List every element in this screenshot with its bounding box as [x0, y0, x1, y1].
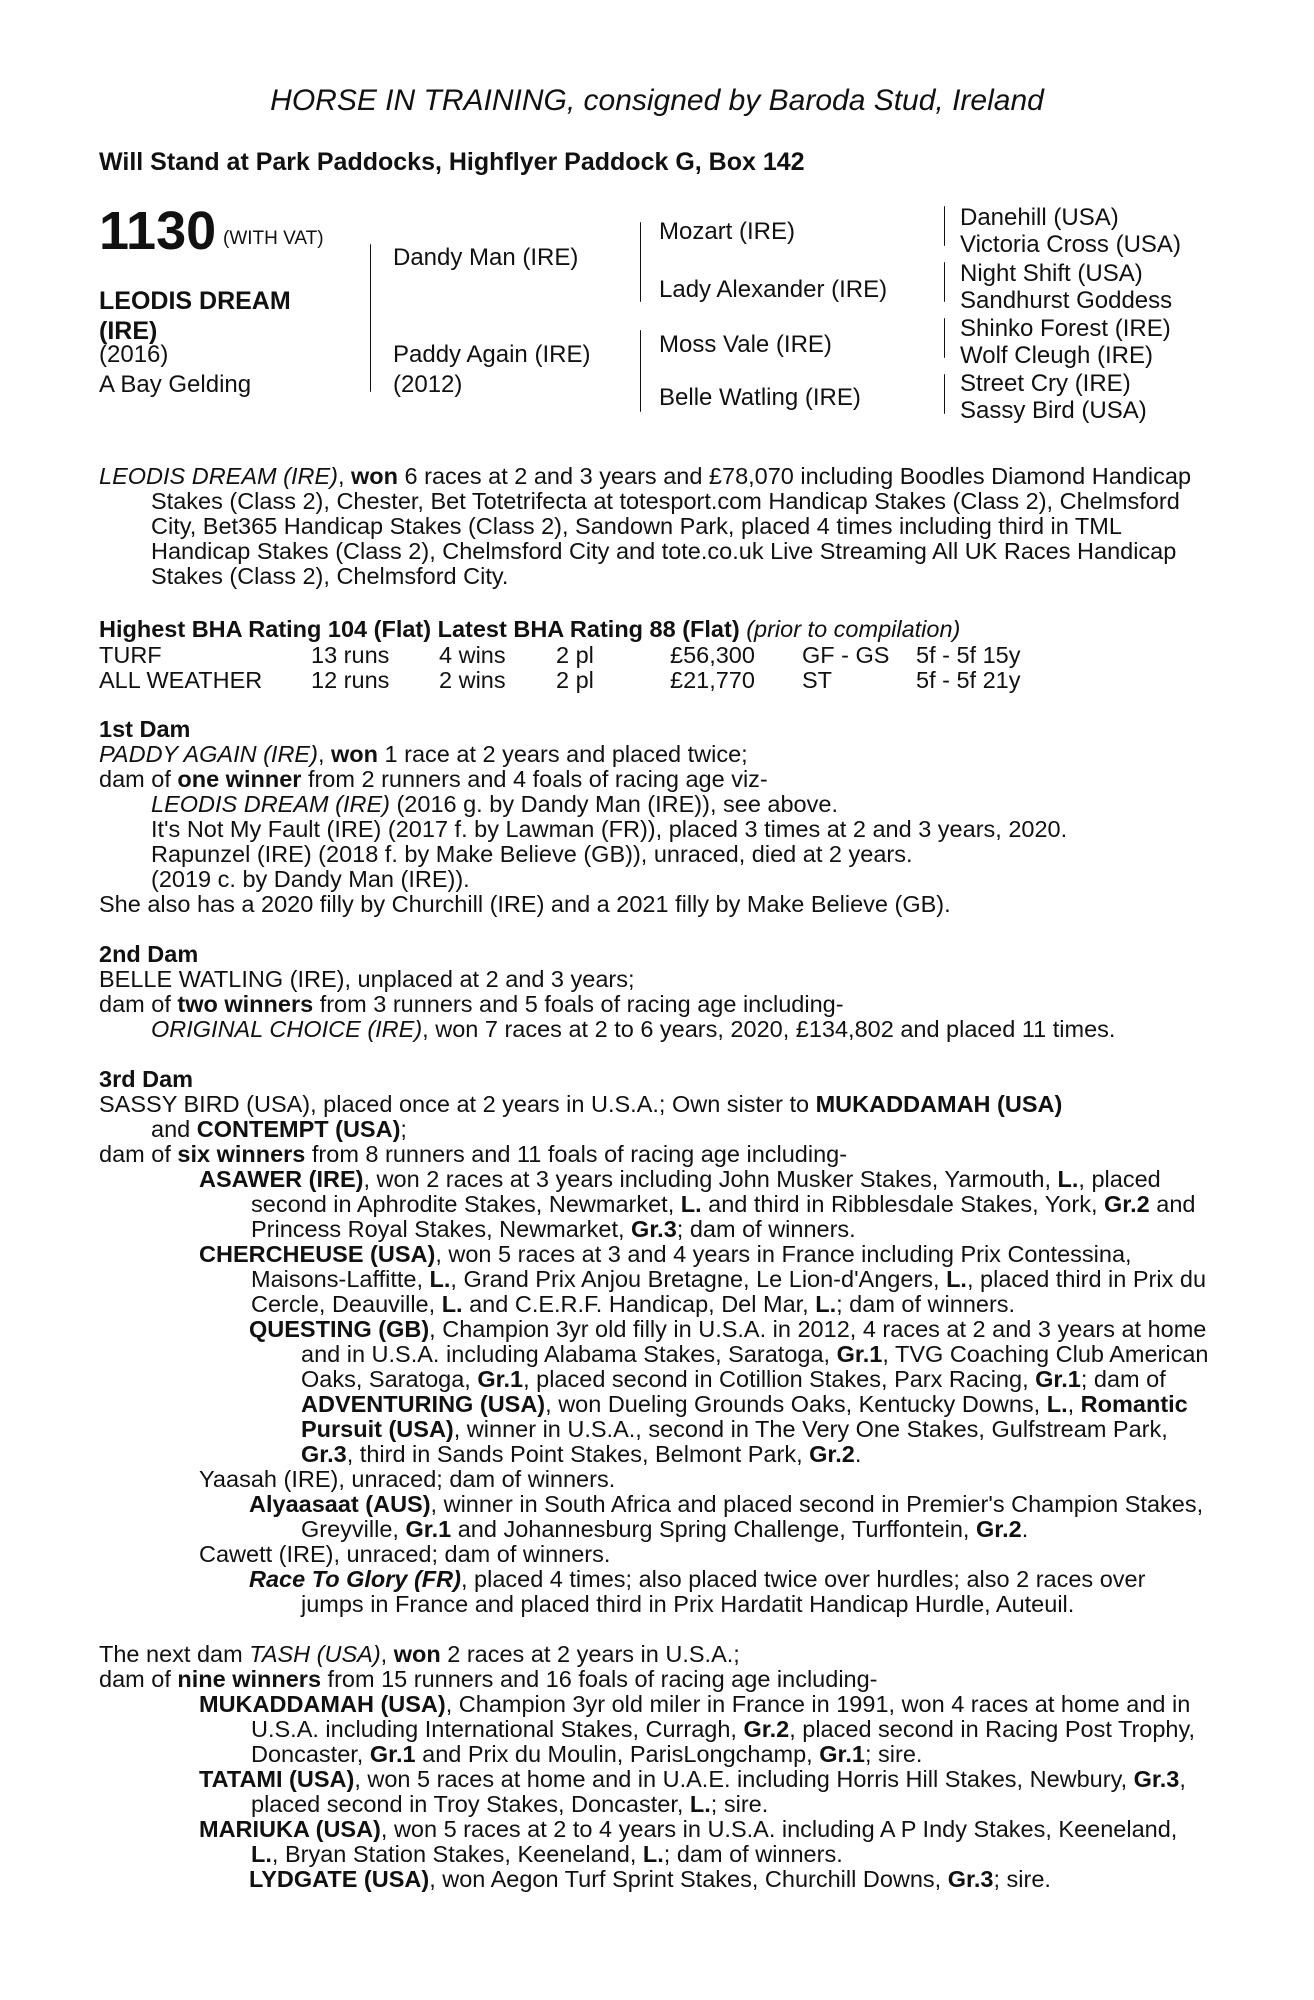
pedigree-sire: Dandy Man (IRE): [393, 244, 579, 271]
ratings-cell: 13 runs: [311, 642, 390, 668]
offspring-name: MUKADDAMAH (USA): [199, 1691, 446, 1717]
horse-name-line2: (IRE): [99, 317, 158, 345]
text: , Champion 3yr old miler in France in 1991, won 4 races at home and in U.S.A. including International Stakes, Curragh,: [251, 1691, 1191, 1742]
offspring-name: ADVENTURING (USA): [301, 1391, 546, 1417]
text: from 15 runners and 16 foals of racing age including-: [321, 1666, 878, 1692]
next-dam-name: TASH (USA): [249, 1641, 381, 1667]
grade: L.: [441, 1291, 463, 1317]
text: , placed second in Aphrodite Stakes, Newmarket,: [251, 1166, 1161, 1217]
text: and Princess Royal Stakes, Newmarket,: [251, 1191, 1196, 1242]
grade: L.: [1057, 1166, 1079, 1192]
grade: Gr.1: [836, 1341, 883, 1367]
pedigree-sire-dam: Lady Alexander (IRE): [659, 276, 888, 303]
text: dam of: [99, 766, 178, 792]
ratings-cell: 2 pl: [556, 642, 594, 668]
text: .: [1021, 1516, 1029, 1542]
grade: Gr.3: [1133, 1766, 1180, 1792]
dam-sections: 1st Dam PADDY AGAIN (IRE), won 1 race at 2 years and placed twice; dam of one winner from 2 runners and 4 foals of racing age viz- LEODIS DREAM (IRE) (2016 g. by Dandy Man (IRE)), see above. It's Not My Fault (IRE) (2017 f. by Lawman (FR)), placed 3 times at 2 and 3 years, 2020. Rapunzel (IRE) (2018 f. by Make Believe (GB)), unraced, died at 2 years. (2019 c. by Dandy Man (IRE)). She also has a 2020 filly by Churchill (IRE) and a 2021 filly by Make Believe (GB). 2nd Dam BELLE WATLING (IRE), unplaced at 2 and 3 years; dam of two winners from 3 runners and 5 foals of racing age including- ORIGINAL CHOICE (IRE), won 7 races at 2 to 6 years, 2020, £134,802 and placed 11 times. 3rd Dam SASSY BIRD (USA), placed once at 2 years in U.S.A.; Own sister to MUKADDAMAH (USA) and CONTEMPT (USA); dam of six winners from 8 runners and 11 foals of racing age including- ASAWER (IRE), won 2 races at 3 years including John Musker Stakes, Yarmouth, L., placed second in Aphrodite Stakes, Newmarket, L. and third in Ribblesdale Stakes, York, Gr.2 and Princess Royal Stakes, Newmarket, Gr.3; dam of winners. CHERCHEUSE (USA), won 5 races at 3 and 4 years in France including Prix Contessina, Maisons-Laffitte, L., Grand Prix Anjou Bretagne, Le Lion-d'Angers, L., placed third in Prix du Cercle, Deauville, L. and C.E.R.F. Handicap, Del Mar, L.; dam of winners. QUESTING (GB), Champion 3yr old filly in U.S.A. in 2012, 4 races at 2 and 3 years at home and in U.S.A. including Alabama Stakes, Saratoga, Gr.1, TVG Coaching Club American Oaks, Saratoga, Gr.1, placed second in Cotillion Stakes, Parx Racing, Gr.1; dam of ADVENTURING (USA), won Dueling Grounds Oaks, Kentucky Downs, L., Romantic Pursuit (USA), winner in U.S.A., second in The Very One Stakes, Gulfstream Park, Gr.3, third in Sands Point Stakes, Belmont Park, Gr.2. Yaasah (IRE), unraced; dam of winners. Alyaasaat (AUS), winner in South Africa and placed second in Premier's Champion Stakes, Greyville, Gr.1 and Johannesburg Spring Challenge, Turffontein, Gr.2. Cawett (IRE), unraced; dam of winners. Race To Glory (FR), placed 4 times; also placed twice over hurdles; also 2 races over jumps in France and placed third in Prix Hardatit Handicap Hurdle, Auteuil. The next dam TASH (USA), won 2 races at 2 years in U.S.A.; dam of nine winners from 15 runners and 16 foals of racing age including- MUKADDAMAH (USA), Champion 3yr old miler in France in 1991, won 4 races at home and in U.S.A. including International Stakes, Curragh, Gr.2, placed second in Racing Post Trophy, Doncaster, Gr.1 and Prix du Moulin, ParisLongchamp, Gr.1; sire. TATAMI (USA), won 5 races at home and in U.A.E. including Horris Hill Stakes, Newbury, Gr.3, placed second in Troy Stakes, Doncaster, L.; sire. MARIUKA (USA), won 5 races at 2 to 4 years in U.S.A. including A P Indy Stakes, Keeneland, L., Bryan Station Stakes, Keeneland, L.; dam of winners. LYDGATE (USA), won Aegon Turf Sprint Stakes, Churchill Downs, Gr.3; sire.: [99, 716, 1209, 1892]
next-dam-winners: nine winners: [177, 1666, 322, 1692]
text: .: [854, 1441, 862, 1467]
ratings-cell: 5f - 5f 21y: [916, 667, 1021, 693]
ratings-heading: Highest BHA Rating 104 (Flat) Latest BHA Rating 88 (Flat): [99, 616, 740, 642]
horse-name-line1: LEODIS DREAM: [99, 287, 291, 315]
pedigree-g6: Wolf Cleugh (IRE): [960, 342, 1153, 369]
offspring-line: Rapunzel (IRE) (2018 f. by Make Believe (GB)), unraced, died at 2 years.: [151, 841, 913, 867]
text: , won 2 races at 3 years including John Musker Stakes, Yarmouth,: [363, 1166, 1058, 1192]
first-dam-name: PADDY AGAIN (IRE): [99, 741, 318, 767]
text: dam of: [99, 991, 178, 1017]
text: ; dam of winners.: [676, 1216, 856, 1242]
first-dam-winners: one winner: [177, 766, 302, 792]
offspring-name: TATAMI (USA): [199, 1766, 355, 1792]
vat-note: (WITH VAT): [223, 228, 324, 249]
horse-description: A Bay Gelding: [99, 371, 252, 398]
brace: [944, 206, 945, 246]
text: ;: [400, 1116, 407, 1142]
grade: Gr.2: [975, 1516, 1022, 1542]
text: , third in Sands Point Stakes, Belmont Park,: [346, 1441, 810, 1467]
text: ; sire.: [993, 1866, 1051, 1892]
ratings-cell: TURF: [99, 642, 162, 668]
text: (2016 g. by Dandy Man (IRE)), see above.: [389, 791, 838, 817]
brace: [944, 318, 945, 358]
offspring-name: LYDGATE (USA): [249, 1866, 430, 1892]
ratings-cell: 2 pl: [556, 667, 594, 693]
text: and Prix du Moulin, ParisLongchamp,: [415, 1741, 820, 1767]
race-summary: LEODIS DREAM (IRE), won 6 races at 2 and 3 years and £78,070 including Boodles Diamond Handicap Stakes (Class 2), Chester, Bet Totetrifecta at totesport.com Handicap Stakes (Class 2), Chelmsford City, Bet365 Handicap Stakes (Class 2), Sandown Park, placed 4 times including third in TML Handicap Stakes (Class 2), Chelmsford City and tote.co.uk Live Streaming All UK Races Handicap Stakes (Class 2), Chelmsford City.: [99, 463, 1192, 589]
pedigree-dam: Paddy Again (IRE): [393, 341, 591, 368]
lot-number: 1130: [99, 201, 217, 261]
ratings-note: (prior to compilation): [746, 616, 961, 642]
text: , placed second in Cotillion Stakes, Parx Racing,: [523, 1366, 1036, 1392]
ratings-cell: ALL WEATHER: [99, 667, 263, 693]
ratings-cell: ST: [802, 667, 833, 693]
grade: Gr.3: [947, 1866, 994, 1892]
ratings-heading-row: [99, 617, 1209, 642]
page-title: HORSE IN TRAINING, consigned by Baroda Stud, Ireland: [270, 84, 1044, 117]
sibling-name: CONTEMPT (USA): [196, 1116, 401, 1142]
text: 2 races at 2 years in U.S.A.;: [440, 1641, 740, 1667]
offspring-name: LEODIS DREAM (IRE): [151, 791, 390, 817]
text: ; dam of winners.: [663, 1841, 843, 1867]
offspring-name: CHERCHEUSE (USA): [199, 1241, 436, 1267]
ratings-cell: 5f - 5f 15y: [916, 642, 1021, 668]
summary-won: won: [351, 463, 399, 489]
grade: L.: [1046, 1391, 1068, 1417]
grade: L.: [689, 1791, 711, 1817]
ratings-cell: 4 wins: [439, 642, 506, 668]
grade: Gr.1: [819, 1741, 865, 1767]
text: ; sire.: [864, 1741, 923, 1767]
text: from 8 runners and 11 foals of racing age including-: [305, 1141, 848, 1167]
offspring-name: ORIGINAL CHOICE (IRE): [151, 1016, 423, 1042]
second-dam-winners: two winners: [177, 991, 314, 1017]
next-dam-won: won: [393, 1641, 441, 1667]
text: The next dam: [99, 1641, 250, 1667]
text: and Johannesburg Spring Challenge, Turffontein,: [451, 1516, 976, 1542]
grade: Gr.1: [369, 1741, 416, 1767]
ratings-cell: 12 runs: [311, 667, 390, 693]
text: and: [151, 1116, 197, 1142]
text: dam of: [99, 1141, 178, 1167]
text: , placed second in Troy Stakes, Doncaster,: [251, 1766, 1186, 1817]
grade: L.: [946, 1266, 967, 1292]
ratings-cell: £56,300: [670, 642, 755, 668]
text: from 3 runners and 5 foals of racing age including-: [313, 991, 844, 1017]
text: , Bryan Station Stakes, Keeneland,: [271, 1841, 643, 1867]
stand-location: Will Stand at Park Paddocks, Highflyer Paddock G, Box 142: [99, 148, 805, 176]
pedigree-g1: Danehill (USA): [960, 204, 1119, 231]
offspring-entry-race-to-glory: [99, 1567, 1209, 1617]
grade: L.: [642, 1841, 664, 1867]
pedigree-g7: Street Cry (IRE): [960, 370, 1131, 397]
brace: [640, 330, 641, 412]
text: , winner in U.S.A., second in The Very One Stakes, Gulfstream Park,: [453, 1416, 1168, 1442]
text: dam of: [99, 1666, 178, 1692]
offspring-name: Race To Glory (FR): [249, 1566, 461, 1592]
text: , Champion 3yr old filly in U.S.A. in 2012, 4 races at 2 and 3 years at home and in U.S.A. including Alabama Stakes, Saratoga,: [301, 1316, 1207, 1367]
grade: Gr.1: [477, 1366, 524, 1392]
pedigree-g2: Victoria Cross (USA): [960, 231, 1181, 258]
text: , won 7 races at 2 to 6 years, 2020, £134,802 and placed 11 times.: [422, 1016, 1116, 1042]
text: from 2 runners and 4 foals of racing age viz-: [301, 766, 768, 792]
text: and C.E.R.F. Handicap, Del Mar,: [462, 1291, 816, 1317]
pedigree-g4: Sandhurst Goddess: [960, 287, 1173, 314]
offspring-entry-asawer: [99, 1167, 1209, 1242]
text: , placed 4 times; also placed twice over hurdles; also 2 races over jumps in France and placed third in Prix Hardatit Handicap Hurdle, Auteuil.: [301, 1566, 1146, 1617]
text: , placed third in Prix du Cercle, Deauville,: [251, 1266, 1207, 1317]
offspring-entry-chercheuse: [99, 1242, 1209, 1317]
offspring-line: Cawett (IRE), unraced; dam of winners.: [199, 1541, 611, 1567]
text: , placed second in Racing Post Trophy, Doncaster,: [251, 1716, 1196, 1767]
pedigree-g8: Sassy Bird (USA): [960, 397, 1147, 424]
first-dam-record: 1 race at 2 years and placed twice;: [378, 741, 748, 767]
offspring-line: (2019 c. by Dandy Man (IRE)).: [151, 866, 470, 892]
brace: [944, 374, 945, 414]
offspring-name: ASAWER (IRE): [199, 1166, 364, 1192]
offspring-line: Yaasah (IRE), unraced; dam of winners.: [199, 1466, 616, 1492]
offspring-entry-lydgate: [99, 1867, 1209, 1892]
horse-year: (2016): [99, 341, 169, 368]
grade: Gr.3: [631, 1216, 677, 1242]
grade: Gr.2: [743, 1716, 790, 1742]
horse-name: [99, 286, 291, 346]
pedigree-sire-sire: Mozart (IRE): [659, 218, 796, 245]
first-dam-heading: 1st Dam: [99, 716, 191, 742]
text: ; dam of winners.: [836, 1291, 1016, 1317]
offspring-entry-alyaasaat: [99, 1492, 1209, 1542]
grade: L.: [680, 1191, 702, 1217]
text: , won 5 races at 2 to 4 years in U.S.A. including A P Indy Stakes, Keeneland,: [380, 1816, 1178, 1842]
text: , Grand Prix Anjou Bretagne, Le Lion-d'Angers,: [450, 1266, 947, 1292]
pedigree-g5: Shinko Forest (IRE): [960, 315, 1171, 342]
pedigree-dam-sire: Moss Vale (IRE): [659, 331, 832, 358]
grade: Gr.1: [405, 1516, 452, 1542]
text: , TVG Coaching Club American Oaks, Saratoga,: [301, 1341, 1209, 1392]
text: ; sire.: [710, 1791, 769, 1817]
text: , won Aegon Turf Sprint Stakes, Churchill Downs,: [429, 1866, 948, 1892]
brace: [640, 222, 641, 302]
ratings-cell: GF - GS: [802, 642, 890, 668]
ratings-cell: 2 wins: [439, 667, 506, 693]
text: ,: [380, 1641, 394, 1667]
third-dam-heading: 3rd Dam: [99, 1066, 194, 1092]
second-dam-heading: 2nd Dam: [99, 941, 199, 967]
brace: [370, 244, 371, 392]
text: ,: [1067, 1391, 1081, 1417]
grade: Gr.1: [1035, 1366, 1081, 1392]
text: , won 5 races at home and in U.A.E. including Horris Hill Stakes, Newbury,: [354, 1766, 1134, 1792]
text: ; dam of: [1080, 1366, 1166, 1392]
first-dam-note: She also has a 2020 filly by Churchill (IRE) and a 2021 filly by Make Believe (GB).: [99, 891, 951, 917]
offspring-entry-tatami: [99, 1767, 1209, 1817]
pedigree-dam-year: (2012): [393, 371, 463, 398]
grade: Gr.3: [301, 1441, 347, 1467]
grade: Gr.2: [809, 1441, 855, 1467]
offspring-entry-mariuka: [99, 1817, 1209, 1867]
text: , winner in South Africa and placed second in Premier's Champion Stakes, Greyville,: [301, 1491, 1204, 1542]
offspring-line: It's Not My Fault (IRE) (2017 f. by Lawman (FR)), placed 3 times at 2 and 3 years, 2020.: [151, 816, 1068, 842]
grade: L.: [815, 1291, 837, 1317]
horse-details: [99, 340, 251, 400]
summary-text: 6 races at 2 and 3 years and £78,070 including Boodles Diamond Handicap Stakes (Class 2), Chester, Bet Totetrifecta at totesport.com Handicap Stakes (Class 2), Chelmsford City, Bet365 Handicap Stakes (Class 2), Sandown Park, placed 4 times including third in TML Handicap Stakes (Class 2), Chelmsford City and tote.co.uk Live Streaming All UK Races Handicap Stakes (Class 2), Chelmsford City.: [151, 463, 1192, 589]
offspring-name: Alyaasaat (AUS): [249, 1491, 431, 1517]
grade: Gr.2: [1104, 1191, 1150, 1217]
offspring-name: QUESTING (GB): [249, 1316, 430, 1342]
grade: L.: [251, 1841, 272, 1867]
sibling-name: MUKADDAMAH (USA): [815, 1091, 1063, 1117]
ratings-cell: £21,770: [670, 667, 755, 693]
offspring-name: MARIUKA (USA): [199, 1816, 381, 1842]
summary-horse-name: LEODIS DREAM (IRE): [99, 463, 338, 489]
text: SASSY BIRD (USA), placed once at 2 years in U.S.A.; Own sister to: [99, 1091, 816, 1117]
first-dam-won: won: [331, 741, 378, 767]
grade: L.: [429, 1266, 451, 1292]
text: , won 5 races at 3 and 4 years in France including Prix Contessina, Maisons-Laffitte,: [251, 1241, 1132, 1292]
second-dam-line: BELLE WATLING (IRE), unplaced at 2 and 3 years;: [99, 966, 635, 992]
offspring-name: Romantic Pursuit (USA): [301, 1391, 1188, 1442]
pedigree-g3: Night Shift (USA): [960, 260, 1143, 287]
brace: [944, 262, 945, 302]
third-dam-winners: six winners: [177, 1141, 306, 1167]
text: , won Dueling Grounds Oaks, Kentucky Downs,: [545, 1391, 1047, 1417]
pedigree-dam-dam: Belle Watling (IRE): [659, 384, 861, 411]
offspring-entry-questing: [99, 1317, 1209, 1467]
text: and third in Ribblesdale Stakes, York,: [701, 1191, 1104, 1217]
offspring-entry-mukaddamah: [99, 1692, 1209, 1767]
